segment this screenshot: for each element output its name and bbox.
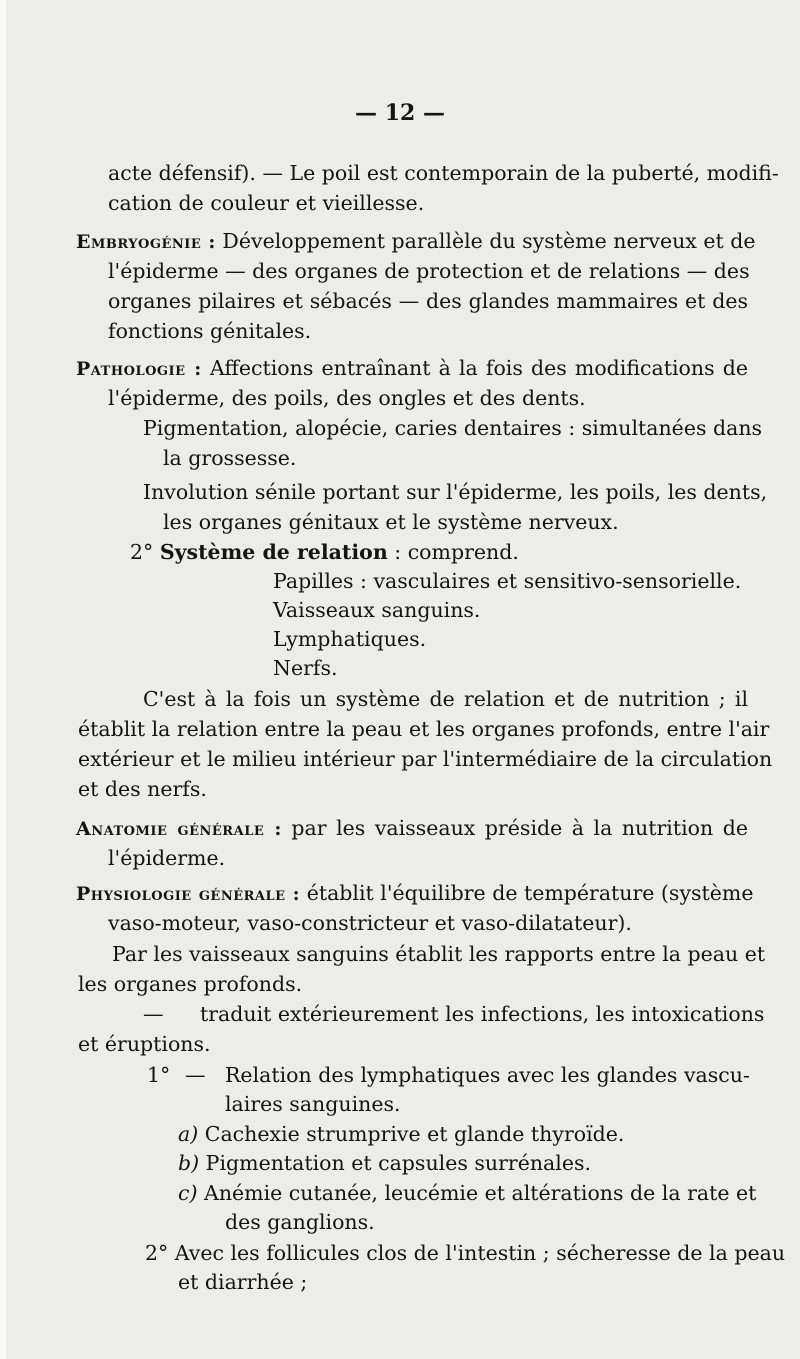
dash-marker: — <box>185 1063 206 1087</box>
text-line: les organes génitaux et le système nerveux. <box>163 510 619 534</box>
text-line: la grossesse. <box>163 446 297 470</box>
text-line: l'épiderme. <box>108 846 226 870</box>
page-number: — 12 — <box>355 100 445 126</box>
text-segment: Anémie cutanée, leucémie et altérations de la rate et <box>204 1181 757 1205</box>
page-edge <box>0 0 6 1359</box>
physiology-paragraph <box>76 880 754 907</box>
list-item: Lymphatiques. <box>273 627 427 651</box>
text-line: Pigmentation, alopécie, caries dentaires : simultanées dans <box>143 416 763 440</box>
text-line: organes pilaires et sébacés — des glandes mammaires et des <box>108 289 748 313</box>
list-item-a <box>178 1121 624 1147</box>
anatomy-paragraph <box>76 815 748 842</box>
item-letter: a) <box>178 1122 199 1146</box>
text-line: Involution sénile portant sur l'épiderme, les poils, les dents, <box>143 480 768 504</box>
text-line: 2° Avec les follicules clos de l'intestin ; sécheresse de la peau <box>145 1241 786 1265</box>
item-letter: b) <box>178 1151 200 1175</box>
text-line: les organes profonds. <box>78 972 303 996</box>
text-line: vaso-moteur, vaso-constricteur et vaso-dilatateur). <box>108 911 632 935</box>
list-item-b <box>178 1150 591 1176</box>
text-line: et des nerfs. <box>78 777 207 801</box>
list-number: 1° <box>147 1063 171 1087</box>
text-line: des ganglions. <box>225 1210 375 1234</box>
text-line: l'épiderme, des poils, des ongles et des dents. <box>108 386 586 410</box>
text-segment: Cachexie strumprive et glande thyroïde. <box>204 1122 625 1146</box>
text-line: fonctions génitales. <box>108 319 312 343</box>
list-number: 2° <box>130 540 154 564</box>
relation-system-heading <box>130 539 519 565</box>
list-item-c <box>178 1180 757 1206</box>
item-letter: c) <box>178 1181 198 1205</box>
text-line: l'épiderme — des organes de protection et de relations — des <box>108 259 750 283</box>
bold-term: Système de relation <box>159 540 388 564</box>
text-segment: Développement parallèle du système nerveux et de <box>222 229 756 253</box>
section-label-anatomie: Anatomie générale : <box>76 818 282 840</box>
text-segment: Affections entraînant à la fois des modifications de <box>209 356 748 380</box>
text-line: laires sanguines. <box>225 1092 401 1116</box>
text-line: traduit extérieurement les infections, les intoxications <box>200 1002 765 1026</box>
section-label-physiologie: Physiologie générale : <box>76 883 301 905</box>
list-item: Nerfs. <box>273 656 338 680</box>
text-segment: Pigmentation et capsules surrénales. <box>205 1151 591 1175</box>
text-line: acte défensif). — Le poil est contemporain de la puberté, modifi- <box>108 161 779 185</box>
text-line: extérieur et le milieu intérieur par l'intermédiaire de la circulation <box>78 747 773 771</box>
text-segment: établit l'équilibre de température (système <box>306 881 754 905</box>
text-line: établit la relation entre la peau et les organes profonds, entre l'air <box>78 717 770 741</box>
section-label-pathologie: Pathologie : <box>76 358 202 380</box>
pathology-paragraph <box>76 355 748 382</box>
text-line: C'est à la fois un système de relation et de nutrition ; il <box>143 687 748 711</box>
text-line: et diarrhée ; <box>178 1270 308 1294</box>
list-item: Vaisseaux sanguins. <box>273 598 481 622</box>
dash-marker: — <box>143 1002 164 1026</box>
text-line: Par les vaisseaux sanguins établit les rapports entre la peau et <box>112 942 766 966</box>
embryology-paragraph <box>76 228 756 255</box>
text-line: et éruptions. <box>78 1032 211 1056</box>
text-line: cation de couleur et vieillesse. <box>108 191 425 215</box>
section-label-embryogenie: Embryogénie : <box>76 231 216 253</box>
text-line: Relation des lymphatiques avec les glandes vascu- <box>225 1063 750 1087</box>
text-segment: par les vaisseaux préside à la nutrition de <box>291 816 748 840</box>
text-segment: : comprend. <box>394 540 519 564</box>
list-item: Papilles : vasculaires et sensitivo-sensorielle. <box>273 569 742 593</box>
